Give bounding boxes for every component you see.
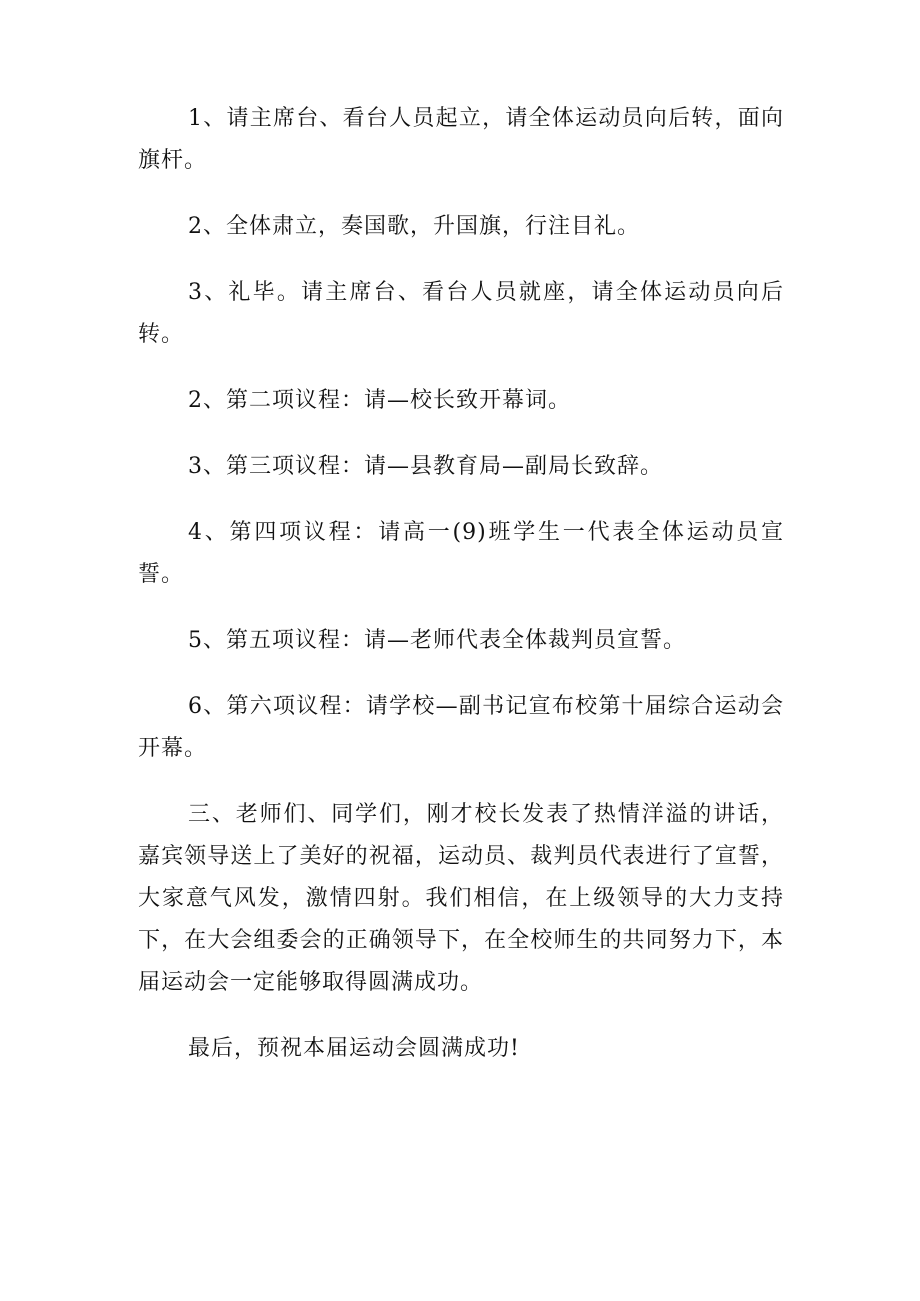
- paragraph-flag-raising-3: 3、礼毕。请主席台、看台人员就座，请全体运动员向后转。: [138, 280, 784, 347]
- paragraph-agenda-3: 3、第三项议程：请—县教育局—副局长致辞。: [188, 454, 663, 479]
- paragraph-final-wish: 最后，预祝本届运动会圆满成功!: [188, 1036, 520, 1061]
- paragraph-agenda-2: 2、第二项议程：请—校长致开幕词。: [188, 388, 571, 413]
- paragraph-flag-raising-1: 1、请主席台、看台人员起立，请全体运动员向后转，面向旗杆。: [138, 106, 784, 173]
- paragraph-flag-raising-2: 2、全体肃立，奏国歌，升国旗，行注目礼。: [188, 214, 640, 239]
- paragraph-agenda-5: 5、第五项议程：请—老师代表全体裁判员宣誓。: [188, 628, 686, 653]
- paragraph-agenda-6: 6、第六项议程：请学校—副书记宣布校第十届综合运动会开幕。: [138, 694, 784, 761]
- document-body: [138, 98, 784, 1094]
- paragraph-closing-remarks: 三、老师们、同学们，刚才校长发表了热情洋溢的讲话，嘉宾领导送上了美好的祝福，运动员、裁判员代表进行了宣誓，大家意气风发，激情四射。我们相信，在上级领导的大力支持下，在大会组委会的正确领导下，在全校师生的共同努力下，本届运动会一定能够取得圆满成功。: [138, 802, 784, 995]
- paragraph-agenda-4: 4、第四项议程：请高一(9)班学生一代表全体运动员宣誓。: [138, 520, 784, 587]
